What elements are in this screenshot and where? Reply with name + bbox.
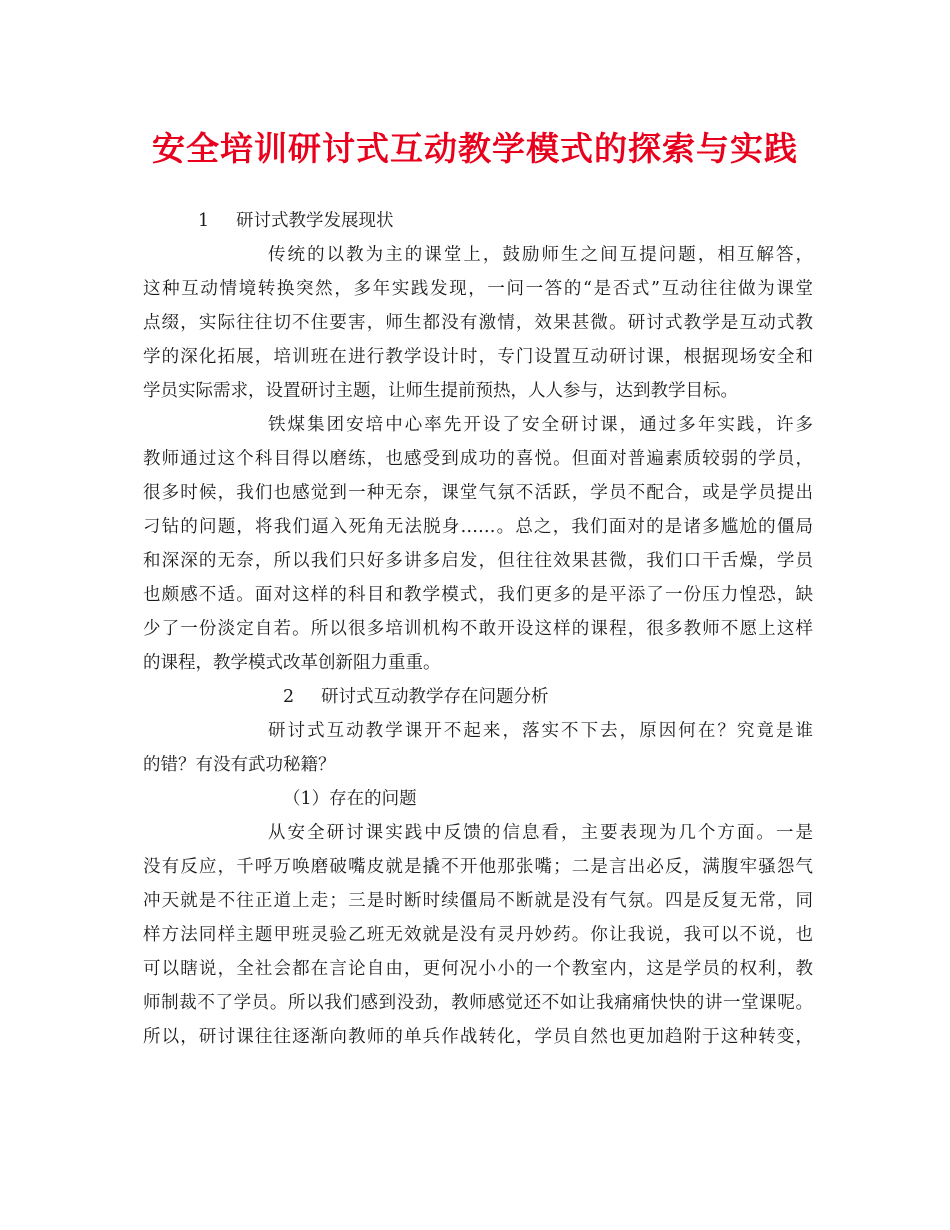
- section-heading: [143, 680, 813, 714]
- paragraph-line: 少了一份淡定自若。所以很多培训机构不敢开设这样的课程，很多教师不愿上这样: [143, 619, 813, 639]
- paragraph-last-line: 的错？有没有武功秘籍？: [143, 755, 336, 775]
- section-heading-text: 研讨式教学发展现状: [236, 211, 394, 231]
- paragraph-line: 刁钻的问题，将我们逼入死角无法脱身……。总之，我们面对的是诸多尴尬的僵局: [143, 517, 813, 537]
- section-number: 1: [198, 211, 210, 231]
- section-heading-text: 研讨式互动教学存在问题分析: [321, 687, 549, 707]
- paragraph-first-line: 研讨式互动教学课开不起来，落实不下去，原因何在？究竟是谁: [268, 721, 813, 741]
- paragraph-line: 所以，研讨课往往逐渐向教师的单兵作战转化，学员自然也更加趋附于这种转变，: [143, 1027, 813, 1047]
- paragraph-line: 冲天就是不往正道上走；三是时断时续僵局不断就是没有气氛。四是反复无常，同: [143, 891, 813, 911]
- paragraph-last-line: 的课程，教学模式改革创新阻力重重。: [143, 653, 441, 673]
- paragraph-line: 这种互动情境转换突然，多年实践发现，一问一答的“是否式”互动往往做为课堂: [143, 279, 813, 299]
- section-number: 2: [283, 687, 295, 707]
- paragraph-line: 样方法同样主题甲班灵验乙班无效就是没有灵丹妙药。你让我说，我可以不说，也: [143, 925, 813, 945]
- paragraph-line: 很多时候，我们也感觉到一种无奈，课堂气氛不活跃，学员不配合，或是学员提出: [143, 483, 813, 503]
- paragraph-line: 也颇感不适。面对这样的科目和教学模式，我们更多的是平添了一份压力惶恐，缺: [143, 585, 813, 605]
- paragraph-line: 师制裁不了学员。所以我们感到没劲，教师感觉还不如让我痛痛快快的讲一堂课呢。: [143, 993, 813, 1013]
- paragraph-first-line: 传统的以教为主的课堂上，鼓励师生之间互提问题，相互解答，: [268, 245, 813, 265]
- document-title: 安全培训研讨式互动教学模式的探索与实践: [152, 129, 798, 168]
- paragraph-line: 可以瞎说，全社会都在言论自由，更何况小小的一个教室内，这是学员的权利，教: [143, 959, 813, 979]
- paragraph-line: 和深深的无奈，所以我们只好多讲多启发，但往往效果甚微，我们口干舌燥，学员: [143, 551, 813, 571]
- paragraph-first-line: 铁煤集团安培中心率先开设了安全研讨课，通过多年实践，许多: [268, 415, 813, 435]
- document-body: [143, 204, 813, 1054]
- paragraph-line: 点缀，实际往往切不住要害，师生都没有激情，效果甚微。研讨式教学是互动式教: [143, 313, 813, 333]
- paragraph-last-line: 学员实际需求，设置研讨主题，让师生提前预热，人人参与，达到教学目标。: [143, 381, 738, 401]
- paragraph-first-line: 从安全研讨课实践中反馈的信息看，主要表现为几个方面。一是: [268, 823, 813, 843]
- paragraph-line: 没有反应，千呼万唤磨破嘴皮就是撬不开他那张嘴；二是言出必反，满腹牢骚怨气: [143, 857, 813, 877]
- paragraph-line: 学的深化拓展，培训班在进行教学设计时，专门设置互动研讨课，根据现场安全和: [143, 347, 813, 367]
- subsection-heading: （1）存在的问题: [283, 789, 417, 809]
- section-heading: [143, 204, 813, 238]
- paragraph-line: 教师通过这个科目得以磨练，也感受到成功的喜悦。但面对普遍素质较弱的学员，: [143, 449, 813, 469]
